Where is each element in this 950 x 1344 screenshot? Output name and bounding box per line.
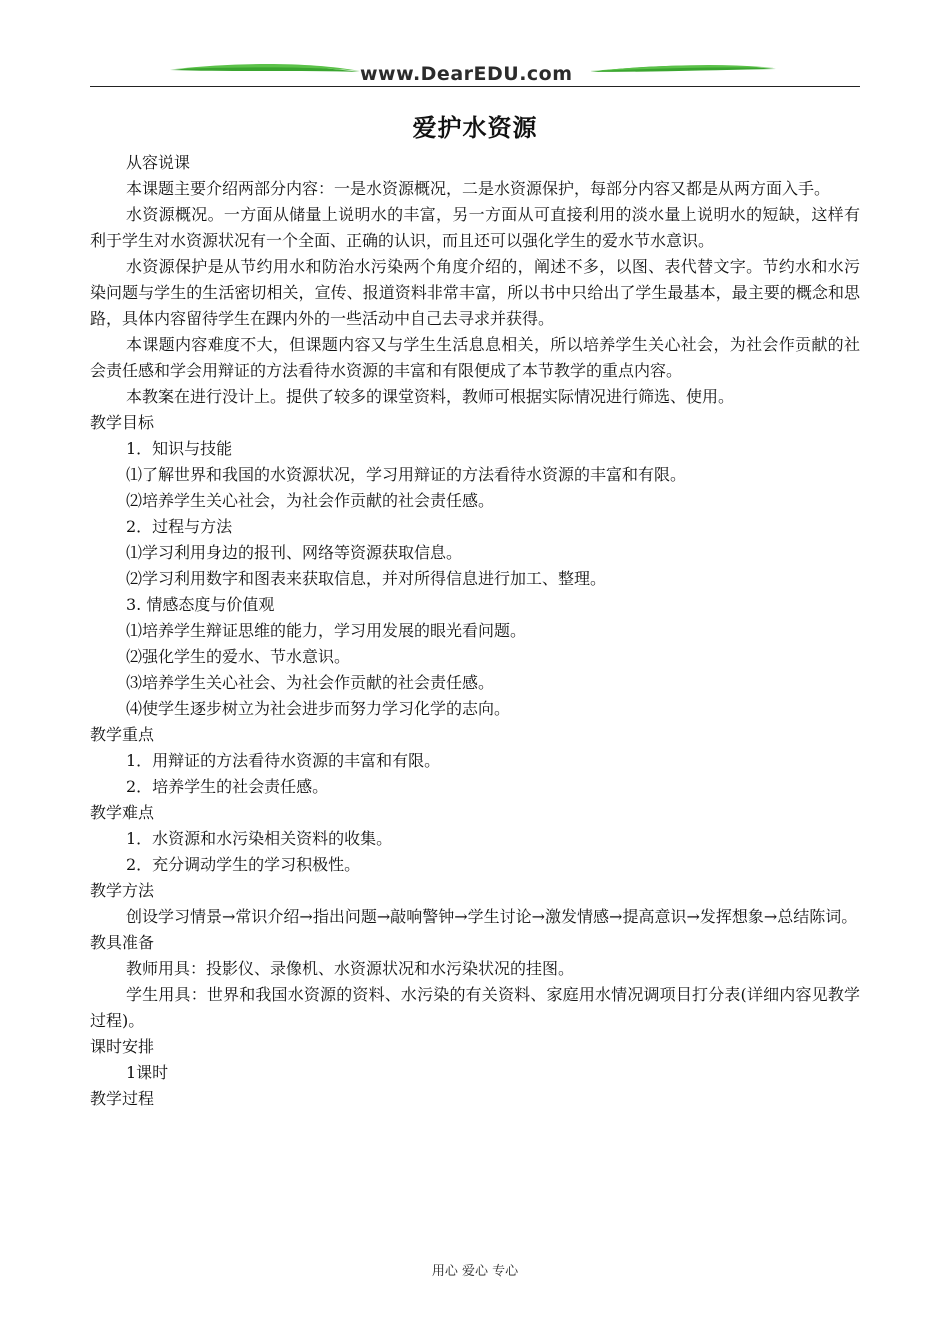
- section-heading-goals: 教学目标: [90, 413, 155, 432]
- section-heading-difficulty: 教学难点: [90, 803, 155, 822]
- list-item: ⑴培养学生辩证思维的能力，学习用发展的眼光看问题。: [126, 621, 527, 640]
- paragraph: 水资源概况。一方面从储量上说明水的丰富，另一方面从可直接利用的淡水量上说明水的短缺，这样有利于学生对水资源状况有一个全面、正确的认识，而且还可以强化学生的爱水节水意识。: [90, 205, 860, 250]
- paragraph: 水资源保护是从节约用水和防治水污染两个角度介绍的，阐述不多，以图、表代替文字。节约水和水污染问题与学生的生活密切相关，宣传、报道资料非常丰富，所以书中只给出了学生最基本，最主要的概念和思路，具体内容留待学生在踝内外的一些活动中自己去寻求并获得。: [90, 257, 860, 328]
- section-heading-time: 课时安排: [90, 1037, 155, 1056]
- list-item: ⑵强化学生的爱水、节水意识。: [126, 647, 351, 666]
- list-item: ⑴了解世界和我国的水资源状况，学习用辩证的方法看待水资源的丰富和有限。: [126, 465, 687, 484]
- list-item: ⑵培养学生关心社会，为社会作贡献的社会责任感。: [126, 491, 495, 510]
- list-item: 1．用辩证的方法看待水资源的丰富和有限。: [126, 751, 441, 770]
- list-item: 2．充分调动学生的学习积极性。: [126, 855, 361, 874]
- section-heading-method: 教学方法: [90, 881, 155, 900]
- paragraph: 创设学习情景→常识介绍→指出问题→敲响警钟→学生讨论→激发情感→提高意识→发挥想象→总结陈词。: [126, 907, 858, 926]
- paragraph: 学生用具：世界和我国水资源的资料、水污染的有关资料、家庭用水情况调项目打分表(详细内容见教学过程)。: [90, 985, 860, 1030]
- list-item: 1．水资源和水污染相关资料的收集。: [126, 829, 393, 848]
- paragraph: 教师用具：投影仪、录像机、水资源状况和水污染状况的挂图。: [126, 959, 575, 978]
- list-item: 1．知识与技能: [126, 439, 233, 458]
- document-body: [90, 150, 860, 1112]
- header-rule: [90, 86, 860, 87]
- list-item: 2．过程与方法: [126, 517, 233, 536]
- list-item: 1课时: [126, 1063, 169, 1082]
- list-item: ⑵学习利用数字和图表来获取信息，并对所得信息进行加工、整理。: [126, 569, 607, 588]
- list-item: 3. 情感态度与价值观: [126, 595, 275, 614]
- page-title: 爱护水资源: [412, 114, 538, 142]
- list-item: 2．培养学生的社会责任感。: [126, 777, 329, 796]
- section-heading-key: 教学重点: [90, 725, 155, 744]
- list-item: ⑶培养学生关心社会、为社会作贡献的社会责任感。: [126, 673, 495, 692]
- section-heading-tools: 教具准备: [90, 933, 155, 952]
- paragraph: 本课题主要介绍两部分内容：一是水资源概况，二是水资源保护，每部分内容又都是从两方面入手。: [126, 179, 831, 198]
- list-item: ⑴学习利用身边的报刊、网络等资源获取信息。: [126, 543, 463, 562]
- list-item: ⑷使学生逐步树立为社会进步而努力学习化学的志向。: [126, 699, 511, 718]
- paragraph: 本课题内容难度不大，但课题内容又与学生生活息息相关，所以培养学生关心社会，为社会作贡献的社会责任感和学会用辩证的方法看待水资源的丰富和有限便成了本节教学的重点内容。: [90, 335, 860, 380]
- section-heading-intro: 从容说课: [126, 153, 191, 172]
- site-logo-text: www.DearEDU.com: [360, 63, 573, 85]
- paragraph: 本教案在进行没计上。提供了较多的课堂资料，教师可根据实际情况进行筛选、使用。: [126, 387, 735, 406]
- page-footer: 用心 爱心 专心: [431, 1264, 519, 1279]
- section-heading-process: 教学过程: [90, 1089, 155, 1108]
